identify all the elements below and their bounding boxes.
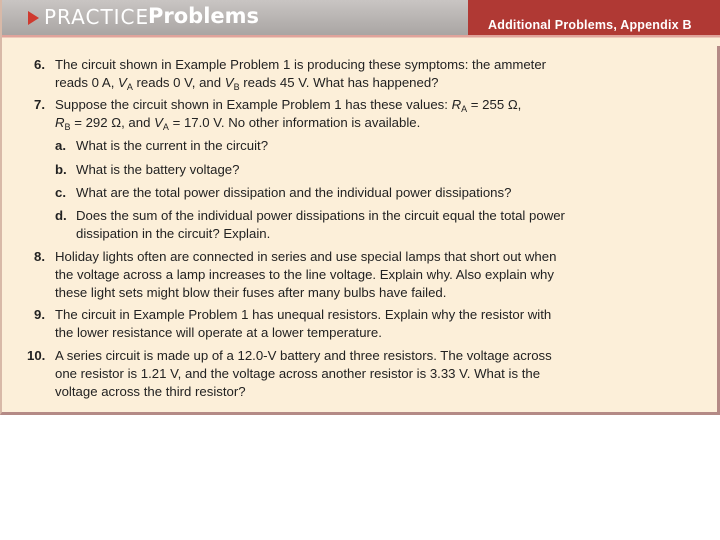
- problem-7a-letter: a.: [55, 138, 66, 153]
- problem-10-line-2: one resistor is 1.21 V, and the voltage across another resistor is 3.33 V. What is the: [55, 366, 541, 381]
- problem-7-line-2: $R_B = 292$ Ω, and $V_A = 17.0$ V. No other information is available.: [55, 115, 421, 132]
- header-bar: [2, 0, 720, 46]
- header-title-problems: Problems: [148, 4, 260, 28]
- problem-7b-text: What is the battery voltage?: [76, 162, 240, 177]
- problem-number-7: 7.: [34, 97, 45, 112]
- problem-number-9: 9.: [34, 307, 45, 322]
- arrow-right-icon: [28, 11, 39, 25]
- problem-number-6: 6.: [34, 57, 45, 72]
- problem-9-line-2: the lower resistance will operate at a lower temperature.: [55, 325, 382, 340]
- appendix-reference: Additional Problems, Appendix B: [488, 18, 692, 32]
- problem-7b-letter: b.: [55, 162, 67, 177]
- problem-7c-letter: c.: [55, 185, 66, 200]
- problem-7d-line-1: Does the sum of the individual power dissipations in the circuit equal the total power: [76, 208, 565, 223]
- problem-9-line-1: The circuit in Example Problem 1 has unequal resistors. Explain why the resistor with: [55, 307, 552, 322]
- problem-7-line-1: Suppose the circuit shown in Example Problem 1 has these values: $R_A = 255$ Ω,: [55, 97, 522, 114]
- problem-10-line-3: voltage across the third resistor?: [55, 384, 246, 399]
- problem-number-8: 8.: [34, 249, 45, 264]
- problem-8-line-1: Holiday lights often are connected in series and use special lamps that short out when: [55, 249, 557, 264]
- problem-7c-text: What are the total power dissipation and the individual power dissipations?: [76, 185, 512, 200]
- problem-7d-line-2: dissipation in the circuit? Explain.: [76, 226, 271, 241]
- header-title-panel: [2, 0, 468, 35]
- problem-8-line-3: these light sets might blow their fuses after many bulbs have failed.: [55, 285, 447, 300]
- problem-10-line-1: A series circuit is made up of a 12.0-V battery and three resistors. The voltage across: [55, 348, 552, 363]
- problem-6-line-1: The circuit shown in Example Problem 1 is producing these symptoms: the ammeter: [55, 57, 547, 72]
- problem-7d-letter: d.: [55, 208, 67, 223]
- header-title-practice: PRACTICE: [44, 5, 150, 29]
- problem-8-line-2: the voltage across a lamp increases to the line voltage. Explain why. Also explain why: [55, 267, 554, 282]
- problem-6-line-2: reads 0 A, $V_A$ reads 0 V, and $V_B$ reads 45 V. What has happened?: [55, 75, 439, 92]
- problem-7a-text: What is the current in the circuit?: [76, 138, 269, 153]
- problem-number-10: 10.: [27, 348, 46, 363]
